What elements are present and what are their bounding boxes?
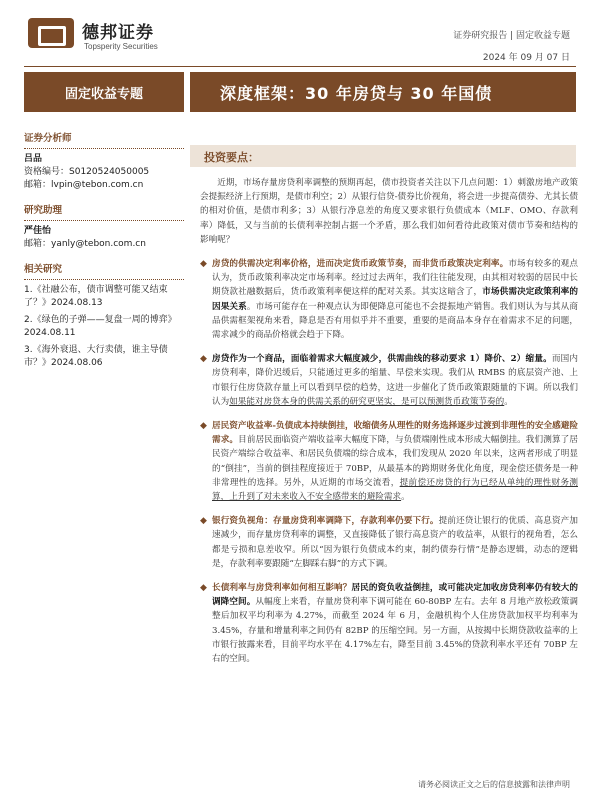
key-point-lead: 银行资负视角：存量房贷利率调降下，存款利率仍要下行。 — [212, 516, 439, 527]
report-type: 证券研究报告 | 固定收益专题 — [453, 31, 570, 41]
analyst-name: 吕品 — [24, 154, 43, 164]
key-point-text: 。 — [401, 492, 410, 503]
category-banner: 固定收益专题 — [24, 72, 184, 112]
key-point-text: 从幅度上来看，存量房贷利率下调可能在 60-80BP 左右。去年 8 月地产放松政策调整后加权平均利率为 4.27%，而截至 2024 年 6 月，金融机构个人住房贷款加权平均利率为 3.45%，存量和增量利率之间仍有 82BP 的压缩空间。另一方面，从按揭中长期贷款收益率的上市银行披露来看，目前平均水平在 4.17%左右，降至目前 3.45%的贷款利率水平还有 70BP 左右的空间。 — [212, 597, 578, 665]
divider — [24, 148, 184, 149]
analyst-section-label: 证券分析师 — [24, 133, 72, 144]
legal-footer: 请务必阅读正文之后的信息披露和法律声明 — [418, 780, 570, 789]
report-title: 深度框架：30 年房贷与 30 年国债 — [190, 72, 576, 112]
key-point-lead: 房贷的供需决定利率价格，进而决定货币政策节奏，而非货币政策决定利率。 — [212, 259, 509, 270]
key-point — [200, 581, 578, 666]
company-name: 德邦证券 — [82, 23, 154, 43]
related-report-link[interactable]: 1.《社融公布，债市调整可能又结束了？》2024.08.13 — [24, 285, 168, 308]
key-point — [200, 257, 578, 342]
intro-paragraph: 近期，市场存量房贷利率调整的预期再起，债市投资者关注以下几点问题：1）刺激房地产政策会提振经济上行预期，是债市利空；2）从银行信贷-债券比价视角，将会进一步提高债券、尤其长债的相对价值，是债市利多；3）从银行净息差的角度又要求银行负债成本（MLF、OMO、存款利率）降低，又与当前的长债利率控制占据一个矛盾，那么我们如何看待此政策对债市节奏和结构的影响呢？ — [200, 178, 578, 245]
header-divider — [24, 66, 576, 67]
report-header — [0, 0, 600, 70]
analyst-email[interactable]: 邮箱：lvpin@tebon.com.cn — [24, 180, 144, 190]
key-point-text: 而国内房贷利率，降价迟缓后，只能通过更多的缩量、早偿来实现。我们从 RMBS 的底层资产池、上市银行住房贷款存量上可以看到早偿的趋势，这进一步催化了货币政策跟随量的下调。所以我们认为 — [212, 354, 578, 407]
bullet-icon: ◆ — [200, 259, 207, 270]
key-point-text: 。 — [504, 396, 513, 407]
report-body — [200, 176, 578, 676]
key-point-text: 目前居民面临资产端收益率大幅度下降，与负债端刚性成本形成大幅倒挂。我们测算了居民资产端综合收益率、和居民负债端的综合成本，我们发现从 2020 年以来，这两者形成了明显的“倒挂”，当前的倒挂程度接近于 70BP，从最基本的跨期财务优化角度，现金偿还债务是一种非常理性的选择。另外，从近期的市场交流看， — [212, 435, 578, 488]
analyst-cert: 资格编号：S0120524050005 — [24, 167, 150, 177]
key-point-emphasis: 居民的资负收益倒挂，或可能决定加收房贷利率仍有较大的调降空间。 — [212, 583, 578, 608]
bullet-icon: ◆ — [200, 583, 207, 594]
bullet-icon: ◆ — [200, 516, 207, 527]
key-point-text: 。市场可能存在一种观点认为即便降息可能也不会提振地产销售。我们则认为与其从商品供需框架视角来看，降息是否有用似乎并不重要，重要的是商品本身存在着需求不足的问题，需求减少的商品价格就会趋于下降。 — [212, 301, 578, 341]
key-point-emphasis: 市场供需决定政策利率的因果关系 — [212, 287, 578, 312]
report-date: 2024 年 09 月 07 日 — [482, 53, 570, 63]
key-point — [200, 514, 578, 571]
key-point-underline: 如果能对房贷本身的供需关系的研究更坚实，是可以预测货币政策节奏的 — [229, 396, 505, 407]
divider — [24, 220, 184, 221]
key-point-text: 市场有较多的观点认为，货币政策利率决定市场利率。经过过去两年，我们往往能发现，由其相对较弱的居民中长期贷款社融数据后，货币政策利率便这样的配对关系。其实这暗含了， — [212, 259, 578, 298]
key-point-lead: 长债利率与房贷利率如何相互影响？ — [212, 583, 352, 594]
related-section-label: 相关研究 — [24, 264, 63, 275]
key-point — [200, 419, 578, 504]
company-name-en: Topsperity Securities — [84, 42, 158, 51]
related-report-link[interactable]: 3.《海外衰退、大行卖债，谁主导债市？》2024.08.06 — [24, 345, 168, 368]
company-logo-icon — [28, 18, 74, 48]
bullet-icon: ◆ — [200, 354, 207, 365]
abstract-label: 投资要点： — [204, 151, 259, 164]
assistant-email[interactable]: 邮箱：yanly@tebon.com.cn — [24, 239, 146, 249]
bullet-icon: ◆ — [200, 421, 207, 432]
divider — [24, 279, 184, 280]
key-point-lead: 房贷作为一个商品，面临着需求大幅度减少，供需曲线的移动要求 1）降价、2）缩量。 — [212, 354, 552, 365]
related-report-link[interactable]: 2.《绿色的子弹——复盘一周的博弈》2024.08.11 — [24, 315, 177, 338]
sidebar — [24, 120, 184, 370]
key-point-lead: 居民资产收益率-负债成本持续倒挂，收缩债务从理性的财务选择逐步过渡到非理性的安全感避险需求。 — [212, 421, 578, 446]
assistant-name: 严佳怡 — [24, 226, 52, 236]
key-point — [200, 352, 578, 409]
key-point-underline: 提前偿还房贷的行为已经从单纯的理性财务测算，上升到了对未来收入不安全感带来的避险需求 — [212, 477, 578, 503]
key-point-text: 提前还贷让银行的优质、高息资产加速减少，而存量房贷利率的调整，又直接降低了银行高息资产的收益率，从银行的视角看，怎么都是亏损和息差收窄。所以“因为银行负债成本约束，制约债券行情”是静态逻辑，动态的逻辑是，存款利率要跟随“左脚踩右脚”的方式下调。 — [212, 516, 578, 569]
assistant-section-label: 研究助理 — [24, 205, 63, 216]
